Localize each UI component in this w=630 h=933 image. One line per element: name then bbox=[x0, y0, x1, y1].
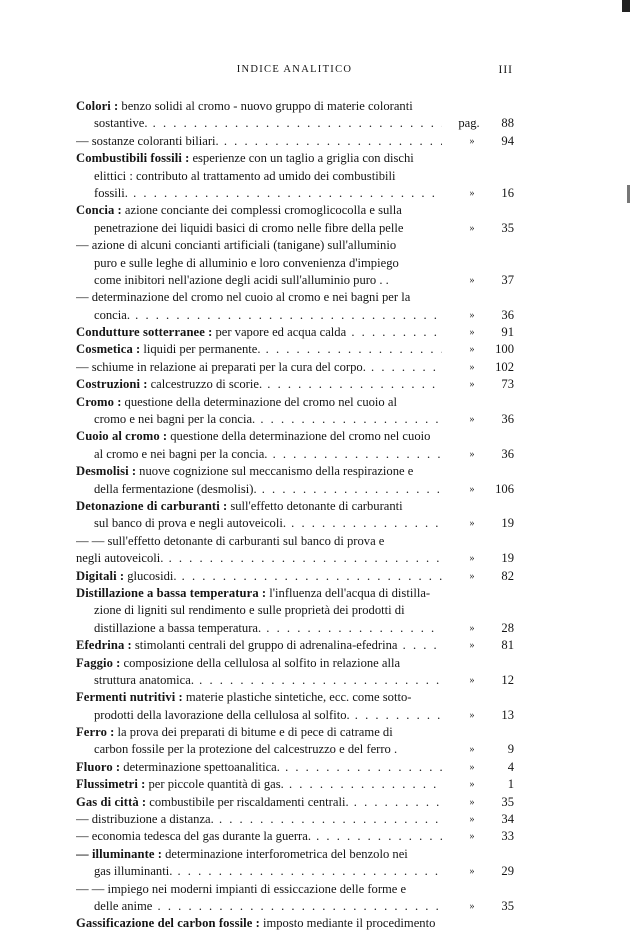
index-description: stimolanti centrali del gruppo di adrenalina-efedrina bbox=[134, 638, 398, 653]
page-reference: 16 bbox=[501, 185, 514, 200]
index-line-final bbox=[76, 863, 514, 880]
index-line-text bbox=[94, 863, 442, 880]
index-line bbox=[76, 289, 514, 306]
index-description: penetrazione dei liquidi basici di cromo nelle fibre della pelle bbox=[94, 220, 404, 235]
page-ref-marker: » bbox=[469, 831, 475, 843]
page-header bbox=[76, 64, 513, 80]
index-description: cromo e nei bagni per la concia. bbox=[94, 412, 256, 427]
index-description: liquidi per permanente. bbox=[143, 342, 261, 357]
index-term: Distillazione a bassa temperatura bbox=[76, 585, 259, 600]
index-description: la prova dei preparati di bitume e di pece di catrame di bbox=[117, 725, 393, 740]
index-line-text bbox=[94, 411, 442, 428]
index-line-text: Colori : benzo solidi al cromo - nuovo gruppo di materie coloranti bbox=[76, 99, 413, 113]
index-description: glucosidi. bbox=[127, 568, 177, 583]
index-description: l'influenza dell'acqua di distilla- bbox=[269, 585, 431, 600]
index-line-text: Cromo : questione della determinazione del cromo nel cuoio al bbox=[76, 394, 397, 409]
page-reference: 33 bbox=[501, 829, 514, 844]
page-reference: 106 bbox=[495, 481, 514, 496]
index-line-text: — illuminante : determinazione interforometrica del benzolo nei bbox=[76, 846, 408, 861]
index-description: negli autoveicoli. bbox=[76, 551, 164, 566]
index-line-text: Condutture sotterranee : per vapore ed acqua calda . . . bbox=[76, 324, 442, 341]
index-line-final bbox=[76, 811, 514, 828]
page-reference: 36 bbox=[501, 307, 514, 322]
index-line bbox=[76, 655, 514, 672]
index-line bbox=[76, 394, 514, 411]
index-line bbox=[76, 533, 514, 550]
index-term: Desmolisi bbox=[76, 464, 129, 479]
index-description: gas illuminanti. bbox=[94, 864, 173, 879]
index-term: Concia bbox=[76, 203, 115, 218]
index-line-final bbox=[76, 272, 514, 289]
index-line-final bbox=[76, 185, 514, 202]
page-reference: 37 bbox=[501, 272, 514, 287]
page-reference: 1 bbox=[507, 777, 514, 792]
page-ref-marker: » bbox=[469, 622, 475, 634]
running-title: INDICE ANALITICO bbox=[236, 64, 353, 75]
index-line-text bbox=[94, 168, 396, 185]
index-term: Gas di città bbox=[76, 794, 139, 809]
index-entry bbox=[76, 359, 514, 376]
index-description: azione conciante dei complessi cromoglicocolla e sulla bbox=[124, 203, 402, 218]
page-reference: 88 bbox=[501, 116, 514, 131]
index-line-text bbox=[76, 811, 442, 828]
index-term: Digitali bbox=[76, 568, 117, 583]
page-ref-marker: » bbox=[469, 448, 475, 460]
index-description: come inibitori nell'azione degli acidi sull'alluminio puro . . bbox=[94, 272, 389, 287]
page-ref-marker: » bbox=[469, 344, 475, 356]
index-line-text: Concia : azione conciante dei complessi cromoglicocolla e sulla bbox=[76, 203, 402, 218]
index-entry bbox=[76, 689, 514, 724]
index-entry bbox=[76, 498, 514, 533]
index-line-text: Efedrina : stimolanti centrali del gruppo di adrenalina-efedrina . . . bbox=[76, 637, 442, 654]
index-line bbox=[76, 202, 514, 219]
page-ref-marker: » bbox=[469, 518, 475, 530]
index-description: sull'effetto detonante di carburanti bbox=[230, 498, 403, 513]
index-line-text bbox=[94, 446, 442, 463]
index-entry bbox=[76, 428, 514, 463]
page-reference: 13 bbox=[501, 707, 514, 722]
index-description: determinazione interforometrica del benzolo nei bbox=[165, 846, 408, 861]
index-entry bbox=[76, 585, 514, 637]
index-line-text bbox=[94, 672, 442, 689]
index-line-final bbox=[76, 411, 514, 428]
index-line-final bbox=[76, 307, 514, 324]
index-description: — — sull'effetto detonante di carburanti sul banco di prova e bbox=[76, 533, 385, 548]
page-reference: 82 bbox=[501, 568, 514, 583]
index-description: fossili. bbox=[94, 185, 128, 200]
index-entry bbox=[76, 324, 514, 341]
page-reference: 28 bbox=[501, 620, 514, 635]
page-reference: 36 bbox=[501, 446, 514, 461]
index-line-text bbox=[94, 515, 442, 532]
index-description: sostantive. bbox=[94, 116, 148, 131]
index-line-text: Faggio : composizione della cellulosa al solfito in relazione alla bbox=[76, 655, 401, 670]
index-description: nuove cognizione sul meccanismo della respirazione e bbox=[139, 464, 414, 479]
index-description: carbon fossile per la protezione del calcestruzzo e del ferro . bbox=[94, 742, 398, 757]
index-line-text bbox=[94, 898, 442, 915]
index-entry bbox=[76, 394, 514, 429]
index-entry bbox=[76, 794, 514, 811]
index-line-final bbox=[76, 741, 514, 758]
index-entry bbox=[76, 637, 514, 654]
index-line bbox=[76, 724, 514, 741]
index-entry bbox=[76, 133, 514, 150]
index-entry bbox=[76, 150, 514, 202]
page-ref-marker: » bbox=[469, 640, 475, 652]
index-term: Fluoro bbox=[76, 759, 113, 774]
index-line-final bbox=[76, 115, 514, 132]
index-term: Efedrina bbox=[76, 638, 125, 653]
index-entry bbox=[76, 724, 514, 759]
page-reference: 9 bbox=[507, 742, 514, 757]
index-line bbox=[76, 150, 514, 167]
index-description: materie plastiche sintetiche, ecc. come sotto- bbox=[185, 690, 412, 705]
index-line-text: Costruzioni : calcestruzzo di scorie. . . . bbox=[76, 376, 442, 393]
index-line-text bbox=[76, 828, 442, 845]
index-line-text: Detonazione di carburanti : sull'effetto detonante di carburanti bbox=[76, 498, 403, 513]
index-line-text bbox=[94, 220, 442, 237]
page-reference: 35 bbox=[501, 794, 514, 809]
index-line-text bbox=[76, 289, 410, 306]
index-entry bbox=[76, 881, 514, 916]
index-term: Condutture sotterranee bbox=[76, 325, 205, 340]
index-line-final bbox=[76, 637, 514, 654]
page-ref-marker: » bbox=[469, 814, 475, 826]
index-entry bbox=[76, 237, 514, 289]
index-term: Fermenti nutritivi bbox=[76, 690, 176, 705]
index-line bbox=[76, 255, 514, 272]
index-description: — determinazione del cromo nel cuoio al cromo e nei bagni per la bbox=[76, 290, 411, 305]
index-entry bbox=[76, 341, 514, 358]
index-line-text bbox=[94, 481, 442, 498]
page-reference: 29 bbox=[501, 864, 514, 879]
index-line-text bbox=[94, 602, 405, 619]
index-line-text: Combustibili fossili : esperienze con un taglio a griglia con dischi bbox=[76, 151, 414, 166]
index-line-final bbox=[76, 707, 514, 724]
index-entry bbox=[76, 98, 514, 133]
index-description: composizione della cellulosa al solfito in relazione alla bbox=[123, 655, 401, 670]
index-line bbox=[76, 168, 514, 185]
index-line-text bbox=[94, 255, 399, 272]
index-line bbox=[76, 915, 514, 932]
index-line-final bbox=[76, 620, 514, 637]
index-description: struttura anatomica. bbox=[94, 672, 195, 687]
index-line-final bbox=[76, 359, 514, 376]
page-ref-marker: » bbox=[469, 379, 475, 391]
index-entry bbox=[76, 289, 514, 324]
index-line-final bbox=[76, 898, 514, 915]
index-term: Colori bbox=[76, 99, 111, 113]
page-reference: 4 bbox=[507, 759, 514, 774]
index-line-text: Cosmetica : liquidi per permanente. . . . bbox=[76, 341, 442, 358]
page-ref-marker: pag. bbox=[458, 116, 480, 131]
index-term: Detonazione di carburanti bbox=[76, 498, 220, 513]
scan-edge-mark bbox=[622, 0, 630, 12]
index-term: Cuoio al cromo bbox=[76, 429, 160, 444]
index-entry bbox=[76, 811, 514, 828]
index-line-final bbox=[76, 794, 514, 811]
page-number: III bbox=[498, 64, 513, 76]
index-line-text bbox=[76, 881, 406, 898]
index-line bbox=[76, 846, 514, 863]
index-description: — schiume in relazione ai preparati per la cura del corpo. bbox=[76, 359, 366, 374]
index-line-final bbox=[76, 759, 514, 776]
index-line bbox=[76, 689, 514, 706]
index-line-text bbox=[76, 359, 442, 376]
index-line-final bbox=[76, 515, 514, 532]
index-line-final bbox=[76, 672, 514, 689]
index-term: Cromo bbox=[76, 394, 115, 409]
index-entry bbox=[76, 568, 514, 585]
index-line-text: Fermenti nutritivi : materie plastiche sintetiche, ecc. come sotto- bbox=[76, 690, 412, 705]
page-reference: 81 bbox=[501, 638, 514, 653]
index-line-text: Ferro : la prova dei preparati di bitume e di pece di catrame di bbox=[76, 725, 393, 740]
page-ref-marker: » bbox=[469, 744, 475, 756]
index-description: delle anime bbox=[94, 898, 153, 913]
index-line-final bbox=[76, 828, 514, 845]
page-reference: 19 bbox=[501, 551, 514, 566]
page-ref-marker: » bbox=[469, 553, 475, 565]
page-reference: 35 bbox=[501, 220, 514, 235]
index-line-text: Flussimetri : per piccole quantità di gas. . . . bbox=[76, 776, 442, 793]
page-ref-marker: » bbox=[469, 135, 475, 147]
index-description: elittici : contributo al trattamento ad umido dei combustibili bbox=[94, 168, 396, 183]
index-entry bbox=[76, 655, 514, 690]
index-line bbox=[76, 585, 514, 602]
index-line-text bbox=[94, 741, 442, 758]
index-description: prodotti della lavorazione della cellulosa al solfito. bbox=[94, 707, 350, 722]
page-ref-marker: » bbox=[469, 674, 475, 686]
index-entry bbox=[76, 759, 514, 776]
index-entry bbox=[76, 202, 514, 237]
page-ref-marker: » bbox=[469, 327, 475, 339]
page-ref-marker: » bbox=[469, 222, 475, 234]
index-line bbox=[76, 428, 514, 445]
index-line-text bbox=[94, 272, 442, 289]
index-line bbox=[76, 602, 514, 619]
index-line-final bbox=[76, 133, 514, 150]
page-reference: 35 bbox=[501, 898, 514, 913]
index-line bbox=[76, 98, 514, 115]
index-term: Gassificazione del carbon fossile bbox=[76, 916, 253, 931]
index-line bbox=[76, 463, 514, 480]
index-line-text bbox=[76, 133, 442, 150]
page-reference: 36 bbox=[501, 412, 514, 427]
index-line-text: Fluoro : determinazione spettoanalitica. . . . bbox=[76, 759, 442, 776]
page-reference: 12 bbox=[501, 672, 514, 687]
index-description: — economia tedesca del gas durante la guerra. bbox=[76, 829, 311, 844]
index-line-text bbox=[76, 237, 396, 254]
index-line-text: Desmolisi : nuove cognizione sul meccanismo della respirazione e bbox=[76, 464, 414, 479]
index-description: questione della determinazione del cromo nel cuoio bbox=[170, 429, 431, 444]
page-reference: 19 bbox=[501, 516, 514, 531]
index-line bbox=[76, 237, 514, 254]
index-line-text bbox=[94, 115, 442, 132]
page-reference: 91 bbox=[501, 325, 514, 340]
index-entry bbox=[76, 846, 514, 881]
index-description: puro e sulle leghe di alluminio e loro convenienza d'impiego bbox=[94, 255, 399, 270]
index-entry bbox=[76, 463, 514, 498]
index-line-final bbox=[76, 446, 514, 463]
index-description: al cromo e nei bagni per la concia. bbox=[94, 446, 268, 461]
index-line-final bbox=[76, 220, 514, 237]
page-reference: 102 bbox=[495, 359, 514, 374]
index-line-final bbox=[76, 776, 514, 793]
page-ref-marker: » bbox=[469, 796, 475, 808]
page-reference: 100 bbox=[495, 342, 514, 357]
index-description: sul banco di prova e negli autoveicoli. bbox=[94, 516, 286, 531]
index-term: — illuminante bbox=[76, 846, 155, 861]
page-ref-marker: » bbox=[469, 274, 475, 286]
index-description: questione della determinazione del cromo nel cuoio al bbox=[124, 394, 397, 409]
index-description: della fermentazione (desmolisi). bbox=[94, 481, 257, 496]
index-line bbox=[76, 881, 514, 898]
page-ref-marker: » bbox=[469, 414, 475, 426]
index-entry bbox=[76, 776, 514, 793]
index-term: Cosmetica bbox=[76, 342, 133, 357]
page-ref-marker: » bbox=[469, 309, 475, 321]
index-description: imposto mediante il procedimento bbox=[262, 916, 436, 931]
index-description: distillazione a bassa temperatura. bbox=[94, 620, 262, 635]
page-ref-marker: » bbox=[469, 570, 475, 582]
index-description: combustibile per riscaldamenti centrali. bbox=[149, 794, 349, 809]
index-entry bbox=[76, 915, 514, 932]
index-term: Flussimetri bbox=[76, 777, 138, 792]
page-ref-marker: » bbox=[469, 187, 475, 199]
index-line-text bbox=[76, 550, 442, 567]
index-entry bbox=[76, 376, 514, 393]
index-description: per piccole quantità di gas. bbox=[148, 777, 284, 792]
index-line-final bbox=[76, 568, 514, 585]
index-term: Faggio bbox=[76, 655, 113, 670]
page-ref-marker: » bbox=[469, 709, 475, 721]
index-line-text: Cuoio al cromo : questione della determinazione del cromo nel cuoio bbox=[76, 429, 431, 444]
index-line-text bbox=[94, 185, 442, 202]
index-entry bbox=[76, 533, 514, 568]
index-description: — sostanze coloranti biliari. bbox=[76, 133, 219, 148]
index-description: determinazione spettoanalitica. bbox=[123, 759, 280, 774]
index-line-final bbox=[76, 481, 514, 498]
index-description: benzo solidi al cromo - nuovo gruppo di materie coloranti bbox=[121, 99, 413, 113]
index-description: calcestruzzo di scorie. bbox=[150, 377, 263, 392]
index-description: — azione di alcuni concianti artificiali (tanigane) sull'alluminio bbox=[76, 238, 397, 253]
page-ref-marker: » bbox=[469, 779, 475, 791]
index-line-final bbox=[76, 324, 514, 341]
index-line-text bbox=[76, 533, 384, 550]
index-description: zione di ligniti sul rendimento e sulle proprietà dei prodotti di bbox=[94, 603, 405, 618]
page-reference: 94 bbox=[501, 133, 514, 148]
index-line-text bbox=[94, 620, 442, 637]
page-ref-marker: » bbox=[469, 900, 475, 912]
analytic-index bbox=[76, 98, 514, 933]
index-entry bbox=[76, 828, 514, 845]
index-description: per vapore ed acqua calda bbox=[215, 325, 347, 340]
page-ref-marker: » bbox=[469, 761, 475, 773]
index-description: esperienze con un taglio a griglia con dischi bbox=[192, 151, 414, 166]
index-term: Combustibili fossili bbox=[76, 151, 182, 166]
page-reference: 73 bbox=[501, 377, 514, 392]
page-reference: 34 bbox=[501, 812, 514, 827]
index-description: concia. bbox=[94, 307, 131, 322]
index-line-text: Digitali : glucosidi. . . . bbox=[76, 568, 442, 585]
index-line-final bbox=[76, 341, 514, 358]
index-description: — — impiego nei moderni impianti di essiccazione delle forme e bbox=[76, 881, 407, 896]
index-line-text: Gassificazione del carbon fossile : imposto mediante il procedimento bbox=[76, 916, 436, 931]
index-line-text bbox=[94, 707, 442, 724]
index-term: Ferro bbox=[76, 725, 108, 740]
index-line bbox=[76, 498, 514, 515]
page-ref-marker: » bbox=[469, 361, 475, 373]
page-ref-marker: » bbox=[469, 483, 475, 495]
index-line-final bbox=[76, 376, 514, 393]
index-line-text bbox=[94, 307, 442, 324]
index-line-final bbox=[76, 550, 514, 567]
index-line-text: Distillazione a bassa temperatura : l'influenza dell'acqua di distilla- bbox=[76, 585, 431, 600]
page-ref-marker: » bbox=[469, 866, 475, 878]
index-term: Costruzioni bbox=[76, 377, 141, 392]
index-line-text: Gas di città : combustibile per riscaldamenti centrali. . . . bbox=[76, 794, 442, 811]
index-description: — distribuzione a distanza. bbox=[76, 812, 214, 827]
